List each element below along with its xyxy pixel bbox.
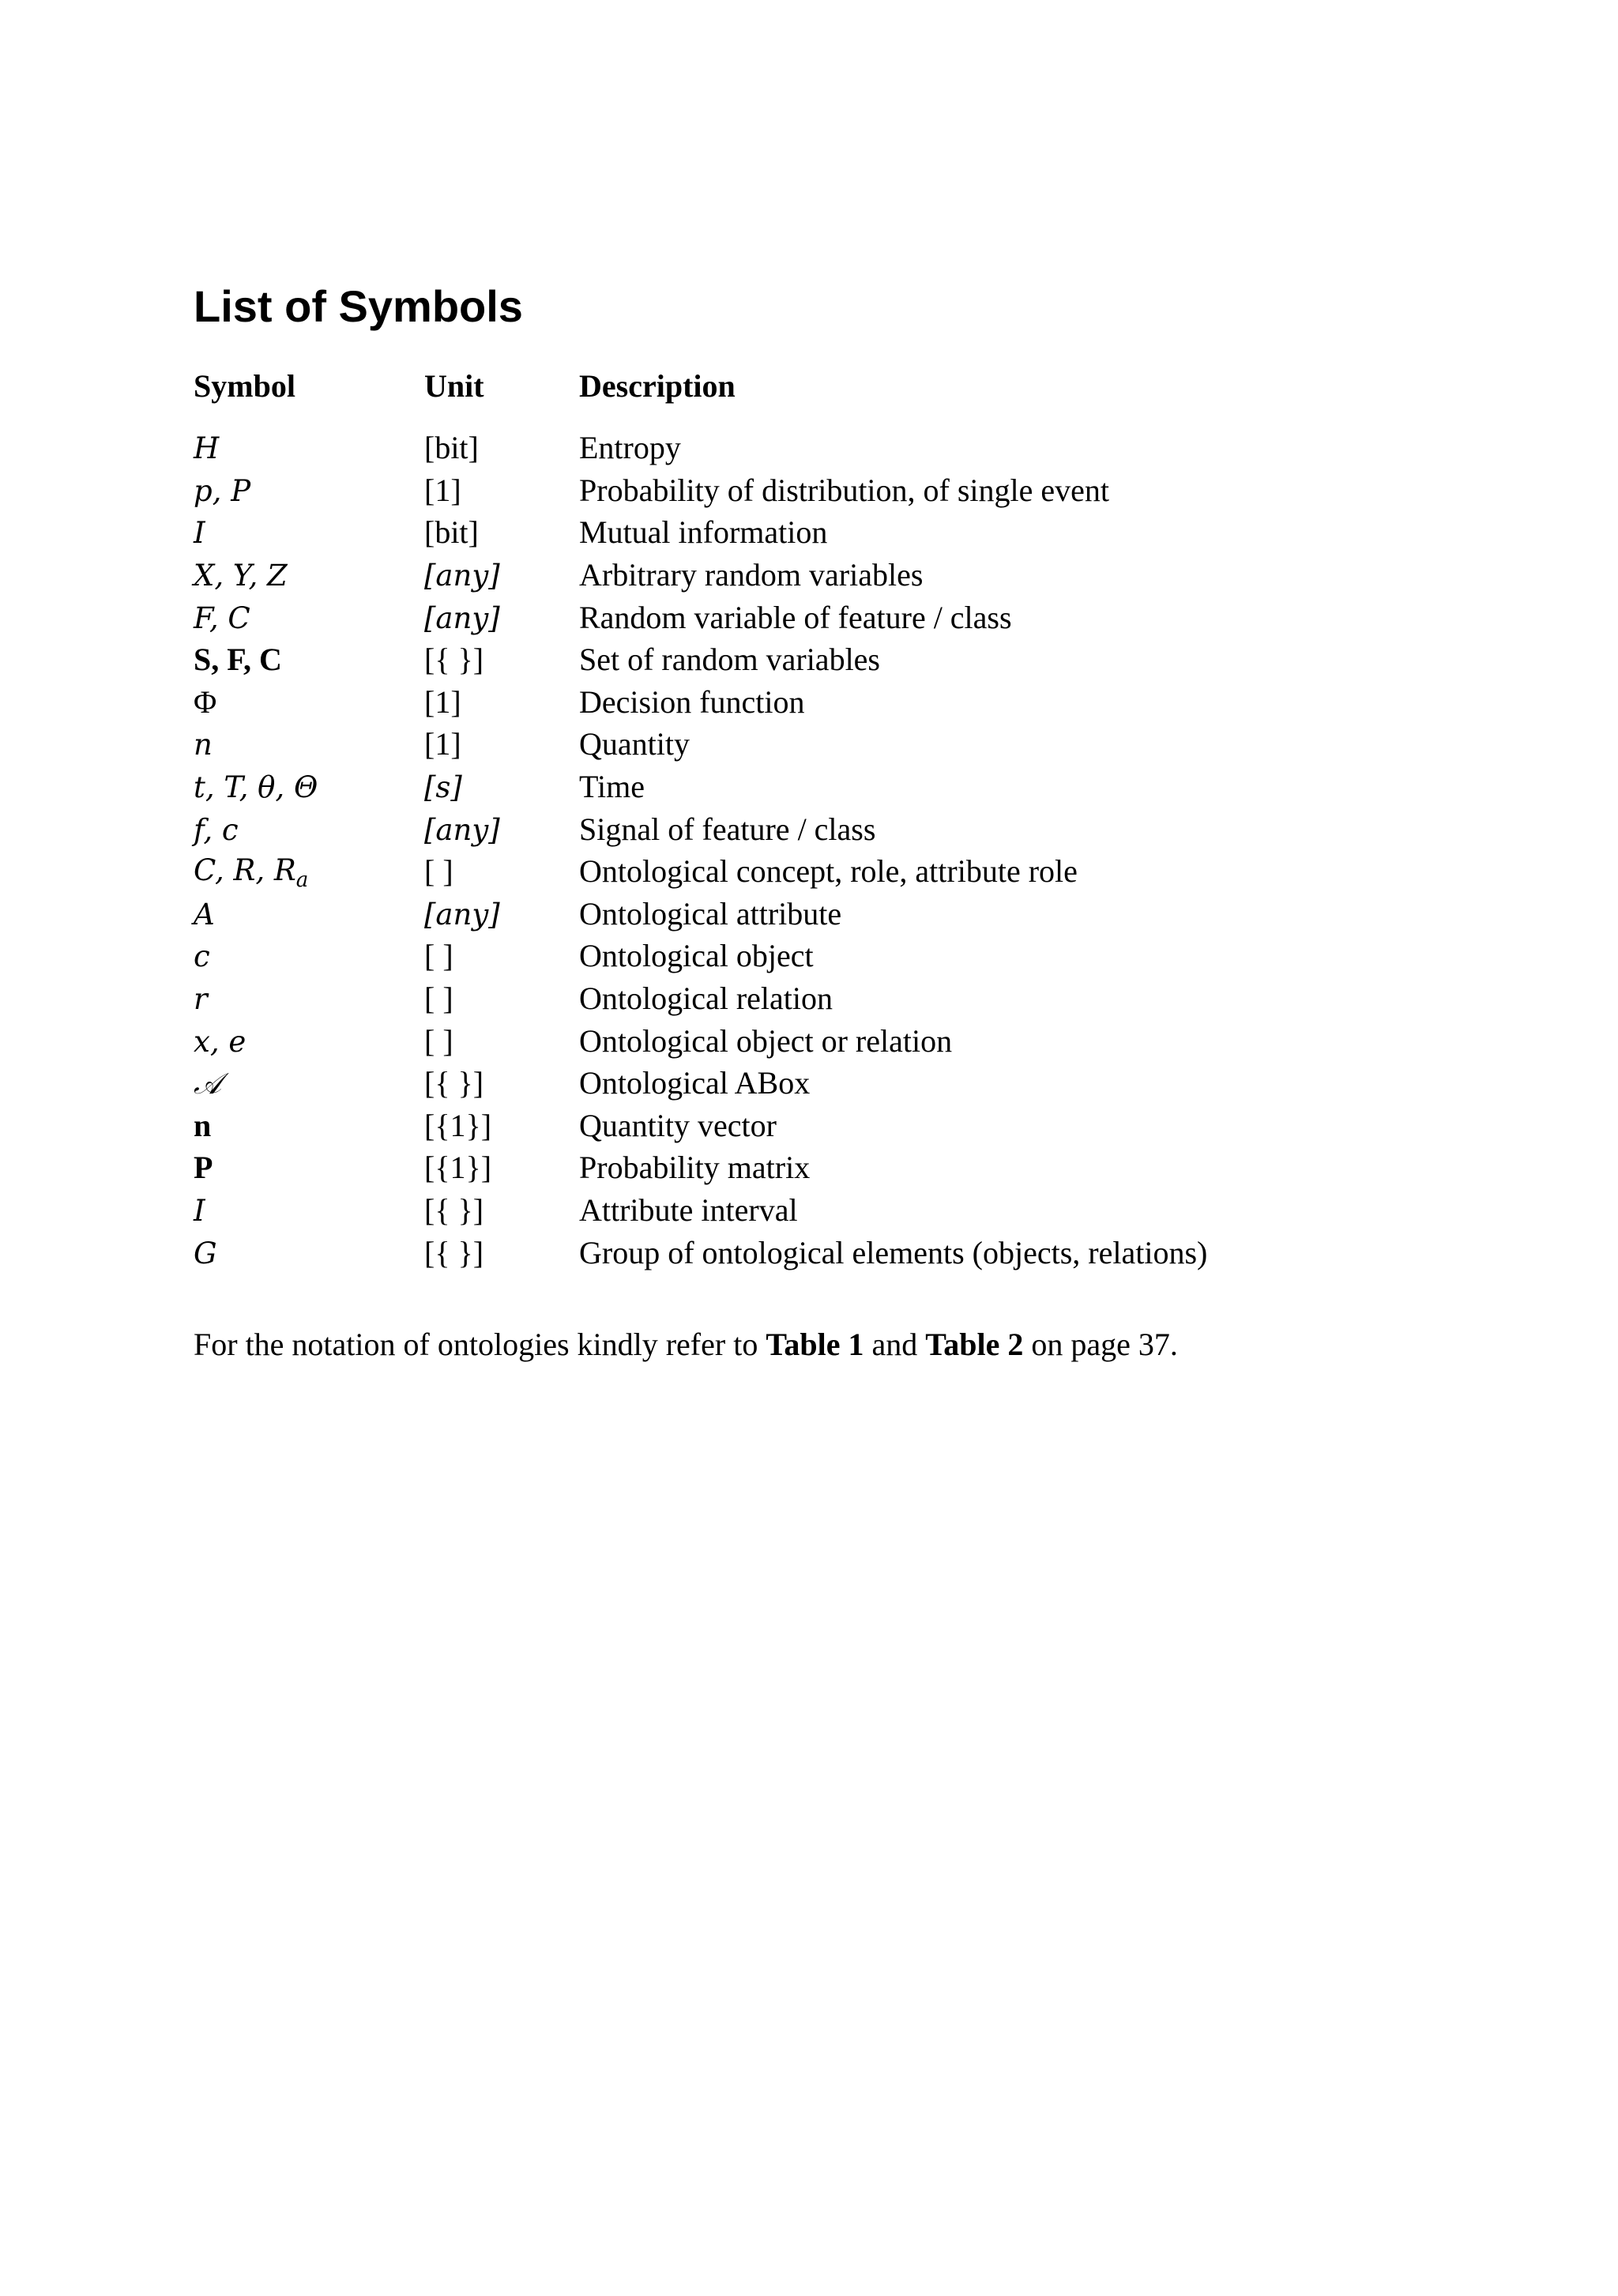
symbol-cell: F, C: [194, 600, 250, 635]
note-middle: and: [864, 1327, 926, 1362]
description-cell: Random variable of feature / class: [579, 599, 1012, 635]
table-row: [194, 893, 1473, 935]
description-cell: Entropy: [579, 430, 681, 466]
table-row: [194, 554, 1473, 597]
description-cell: Time: [579, 769, 645, 805]
unit-cell: [{ }]: [424, 642, 484, 678]
table-row: [194, 807, 1473, 850]
description-cell: Ontological ABox: [579, 1065, 811, 1101]
symbol-cell: X, Y, Z: [194, 559, 288, 593]
unit-cell: [bit]: [424, 514, 479, 551]
note-suffix: on page 37.: [1023, 1327, 1178, 1362]
description-cell: Probability matrix: [579, 1150, 811, 1186]
symbol-cell: f, c: [194, 812, 239, 847]
symbol-cell: [194, 853, 309, 892]
table-row: [194, 681, 1473, 724]
unit-cell: [{ }]: [424, 1191, 484, 1228]
notation-note: [194, 1321, 1178, 1368]
description-cell: Arbitrary random variables: [579, 557, 924, 593]
table-row: [194, 935, 1473, 977]
symbol-cell: p, P: [194, 473, 251, 508]
unit-cell: [any]: [424, 812, 500, 847]
table-row: [194, 977, 1473, 1020]
table-row: [194, 596, 1473, 638]
table-row: [194, 723, 1473, 766]
page-title: List of Symbols: [194, 281, 523, 331]
description-cell: Ontological relation: [579, 981, 833, 1017]
unit-cell: [ ]: [424, 981, 453, 1017]
table-row: [194, 1062, 1473, 1105]
unit-cell: [{1}]: [424, 1150, 492, 1186]
symbol-cell: S, F, C: [194, 642, 282, 678]
table-row: [194, 1189, 1473, 1232]
description-cell: Mutual information: [579, 514, 828, 551]
table-row: [194, 1231, 1473, 1274]
unit-cell: [s]: [424, 770, 462, 805]
symbol-cell: P: [194, 1150, 213, 1186]
symbol-cell: n: [194, 1107, 212, 1143]
unit-cell: [any]: [424, 600, 500, 635]
symbol-cell: c: [194, 939, 210, 974]
unit-cell: [1]: [424, 683, 461, 720]
description-cell: Ontological concept, role, attribute role: [579, 853, 1078, 890]
column-header-unit: Unit: [424, 367, 484, 404]
unit-cell: [ ]: [424, 1022, 453, 1059]
description-cell: Group of ontological elements (objects, relations): [579, 1234, 1208, 1270]
symbol-cell: I: [194, 1193, 205, 1228]
unit-cell: [any]: [424, 897, 500, 932]
symbol-cell: A: [194, 897, 215, 932]
unit-cell: [1]: [424, 472, 461, 508]
note-table-reference-1: Table 1: [766, 1327, 864, 1362]
symbol-base: C, R, R: [194, 853, 296, 887]
description-cell: Ontological attribute: [579, 895, 842, 932]
description-cell: Signal of feature / class: [579, 811, 876, 847]
table-header-row: [194, 362, 1473, 427]
symbol-table: [194, 362, 1473, 1274]
description-cell: Set of random variables: [579, 642, 880, 678]
symbol-subscript: a: [295, 868, 309, 892]
unit-cell: [any]: [424, 559, 500, 593]
table-row: [194, 850, 1473, 893]
description-cell: Probability of distribution, of single event: [579, 472, 1110, 508]
note-table-reference-2: Table 2: [925, 1327, 1024, 1362]
description-cell: Quantity: [579, 726, 690, 762]
unit-cell: [{ }]: [424, 1234, 484, 1270]
symbol-cell: t, T, θ, Θ: [194, 770, 318, 805]
description-cell: Decision function: [579, 683, 805, 720]
table-row: [194, 1019, 1473, 1062]
unit-cell: [bit]: [424, 430, 479, 466]
table-row: [194, 1105, 1473, 1147]
table-row: [194, 469, 1473, 512]
description-cell: Attribute interval: [579, 1191, 798, 1228]
symbol-cell: r: [194, 982, 208, 1017]
symbol-cell: n: [194, 728, 213, 762]
note-prefix: For the notation of ontologies kindly refer to: [194, 1327, 766, 1362]
description-cell: Ontological object or relation: [579, 1022, 953, 1059]
symbol-cell: I: [194, 516, 205, 551]
column-header-symbol: Symbol: [194, 367, 295, 404]
symbol-cell: H: [194, 431, 220, 466]
unit-cell: [{1}]: [424, 1107, 492, 1143]
table-row: [194, 511, 1473, 554]
unit-cell: [ ]: [424, 853, 453, 890]
unit-cell: [ ]: [424, 938, 453, 974]
unit-cell: [1]: [424, 726, 461, 762]
symbol-cell: G: [194, 1236, 217, 1270]
symbol-cell: x, e: [194, 1024, 246, 1059]
unit-cell: [{ }]: [424, 1065, 484, 1101]
symbol-cell: Φ: [194, 683, 217, 720]
table-row: [194, 766, 1473, 808]
description-cell: Ontological object: [579, 938, 814, 974]
column-header-description: Description: [579, 367, 736, 404]
description-cell: Quantity vector: [579, 1107, 777, 1143]
symbol-cell: 𝒜: [194, 1067, 222, 1101]
table-row: [194, 1146, 1473, 1189]
table-row: [194, 638, 1473, 681]
table-row: [194, 427, 1473, 469]
